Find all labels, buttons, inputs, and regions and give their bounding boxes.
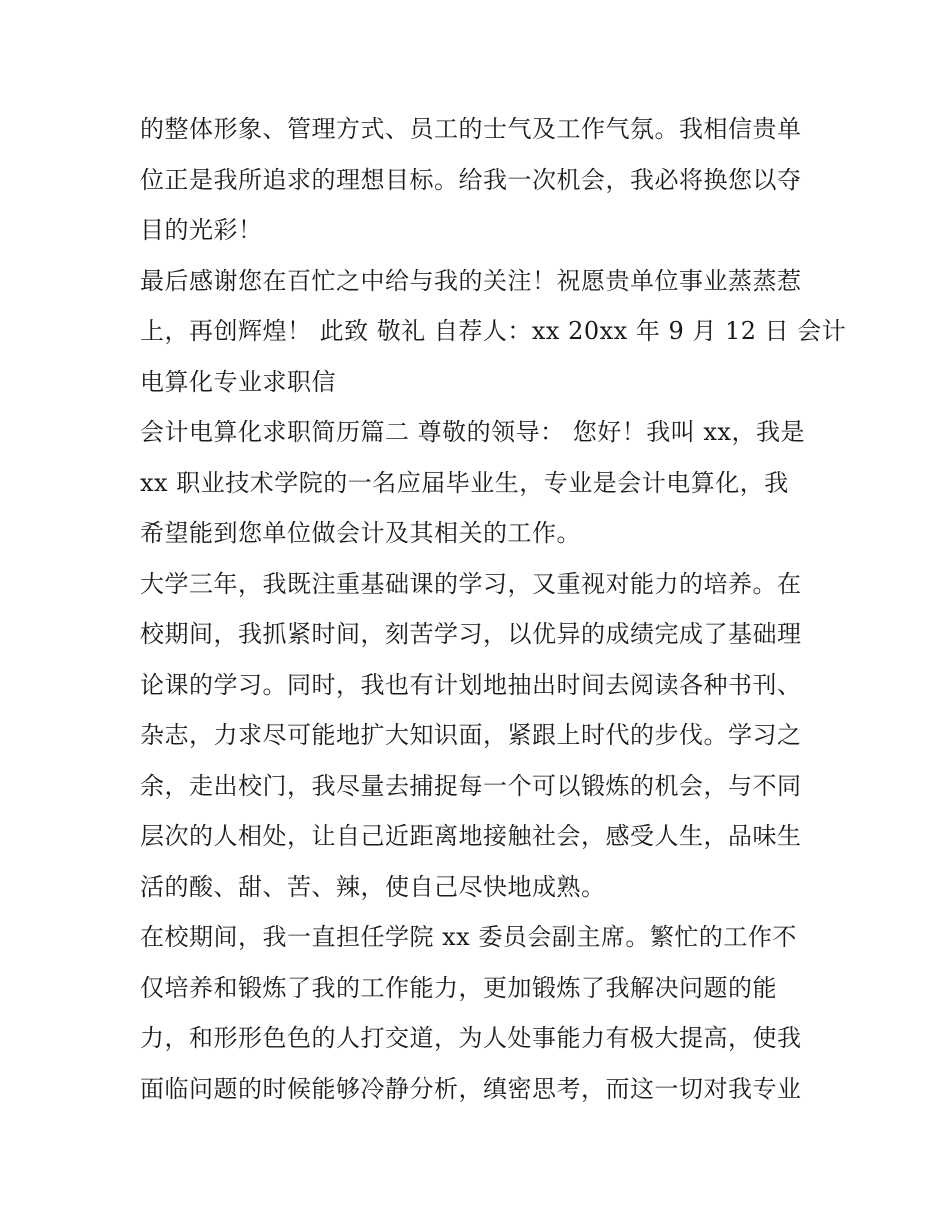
text-line: 面临问题的时候能够冷静分析，缜密思考，而这一切对我专业 xyxy=(140,1074,802,1103)
text-line: 最后感谢您在百忙之中给与我的关注！祝愿贵单位事业蒸蒸惹 xyxy=(140,266,802,295)
text-line: 杂志，力求尽可能地扩大知识面，紧跟上时代的步伐。学习之 xyxy=(140,721,802,749)
text-line: 大学三年，我既注重基础课的学习，又重视对能力的培养。在 xyxy=(140,569,802,598)
text-line: 力，和形形色色的人打交道，为人处事能力有极大提高，使我 xyxy=(140,1024,802,1052)
text-line: 目的光彩！ xyxy=(140,216,263,244)
text-line: 希望能到您单位做会计及其相关的工作。 xyxy=(140,519,581,547)
text-line: 的整体形象、管理方式、员工的士气及工作气氛。我相信贵单 xyxy=(140,115,802,143)
text-line: 层次的人相处，让自己近距离地接触社会，感受人生，品味生 xyxy=(140,822,802,850)
text-line: 活的酸、甜、苦、辣，使自己尽快地成熟。 xyxy=(140,872,606,901)
text-line: 上，再创辉煌！ 此致 敬礼 自荐人：xx 20xx 年 9 月 12 日 会计 xyxy=(140,317,847,345)
text-line: xx 职业技术学院的一名应届毕业生，专业是会计电算化，我 xyxy=(140,468,789,497)
text-line: 校期间，我抓紧时间，刻苦学习，以优异的成绩完成了基础理 xyxy=(140,620,802,648)
text-line: 会计电算化求职简历篇二 尊敬的领导： 您好！我叫 xx，我是 xyxy=(140,418,805,446)
text-line: 仅培养和锻炼了我的工作能力，更加锻炼了我解决问题的能 xyxy=(140,973,777,1002)
text-line: 电算化专业求职信 xyxy=(140,367,336,396)
text-line: 论课的学习。同时，我也有计划地抽出时间去阅读各种书刊、 xyxy=(140,670,802,699)
text-line: 位正是我所追求的理想目标。给我一次机会，我必将换您以夺 xyxy=(140,165,802,194)
text-line: 在校期间，我一直担任学院 xx 委员会副主席。繁忙的工作不 xyxy=(140,923,797,951)
document-body xyxy=(140,104,847,1114)
text-line: 余，走出校门，我尽量去捕捉每一个可以锻炼的机会，与不同 xyxy=(140,771,802,800)
